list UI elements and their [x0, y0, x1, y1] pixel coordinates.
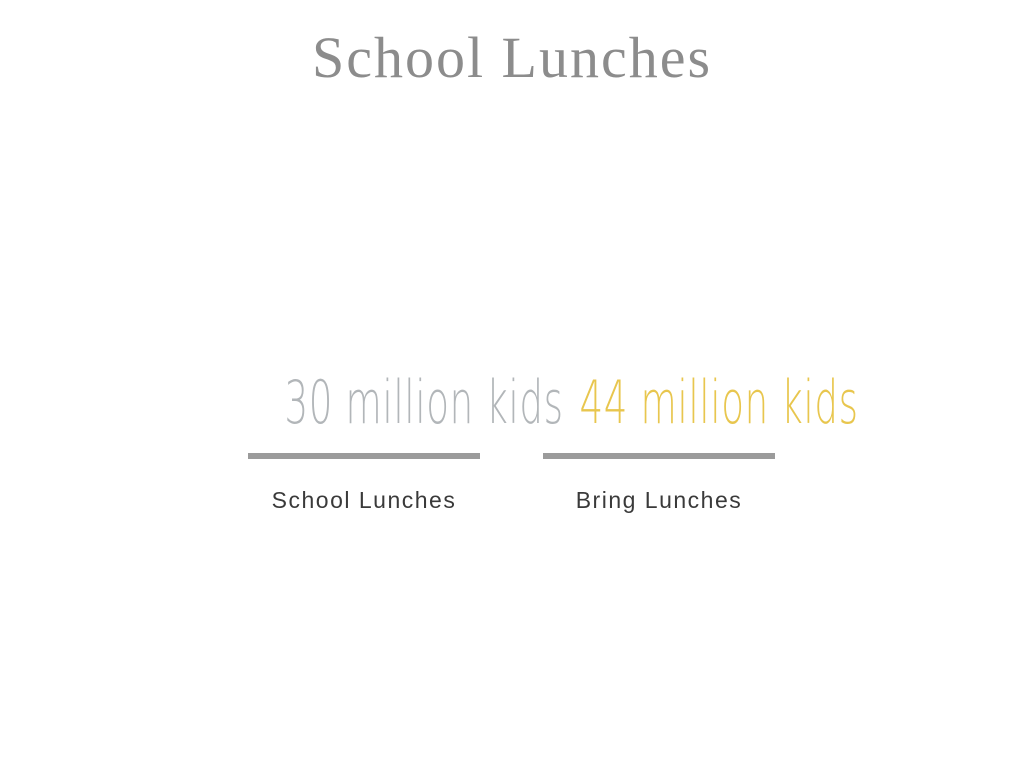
- stat-value-bring-lunches: 44 million kids: [579, 368, 859, 438]
- stat-label-school-lunches: School Lunches: [271, 487, 457, 513]
- stat-label-bring-lunches: Bring Lunches: [575, 487, 743, 513]
- page-title: School Lunches: [311, 25, 713, 90]
- stat-value-school-lunches: 30 million kids: [284, 368, 564, 438]
- stat-school-lunches: [199, 368, 564, 514]
- stat-bring-lunches: [494, 368, 859, 514]
- stat-underline-bar: [543, 453, 775, 459]
- stat-underline-bar: [248, 453, 480, 459]
